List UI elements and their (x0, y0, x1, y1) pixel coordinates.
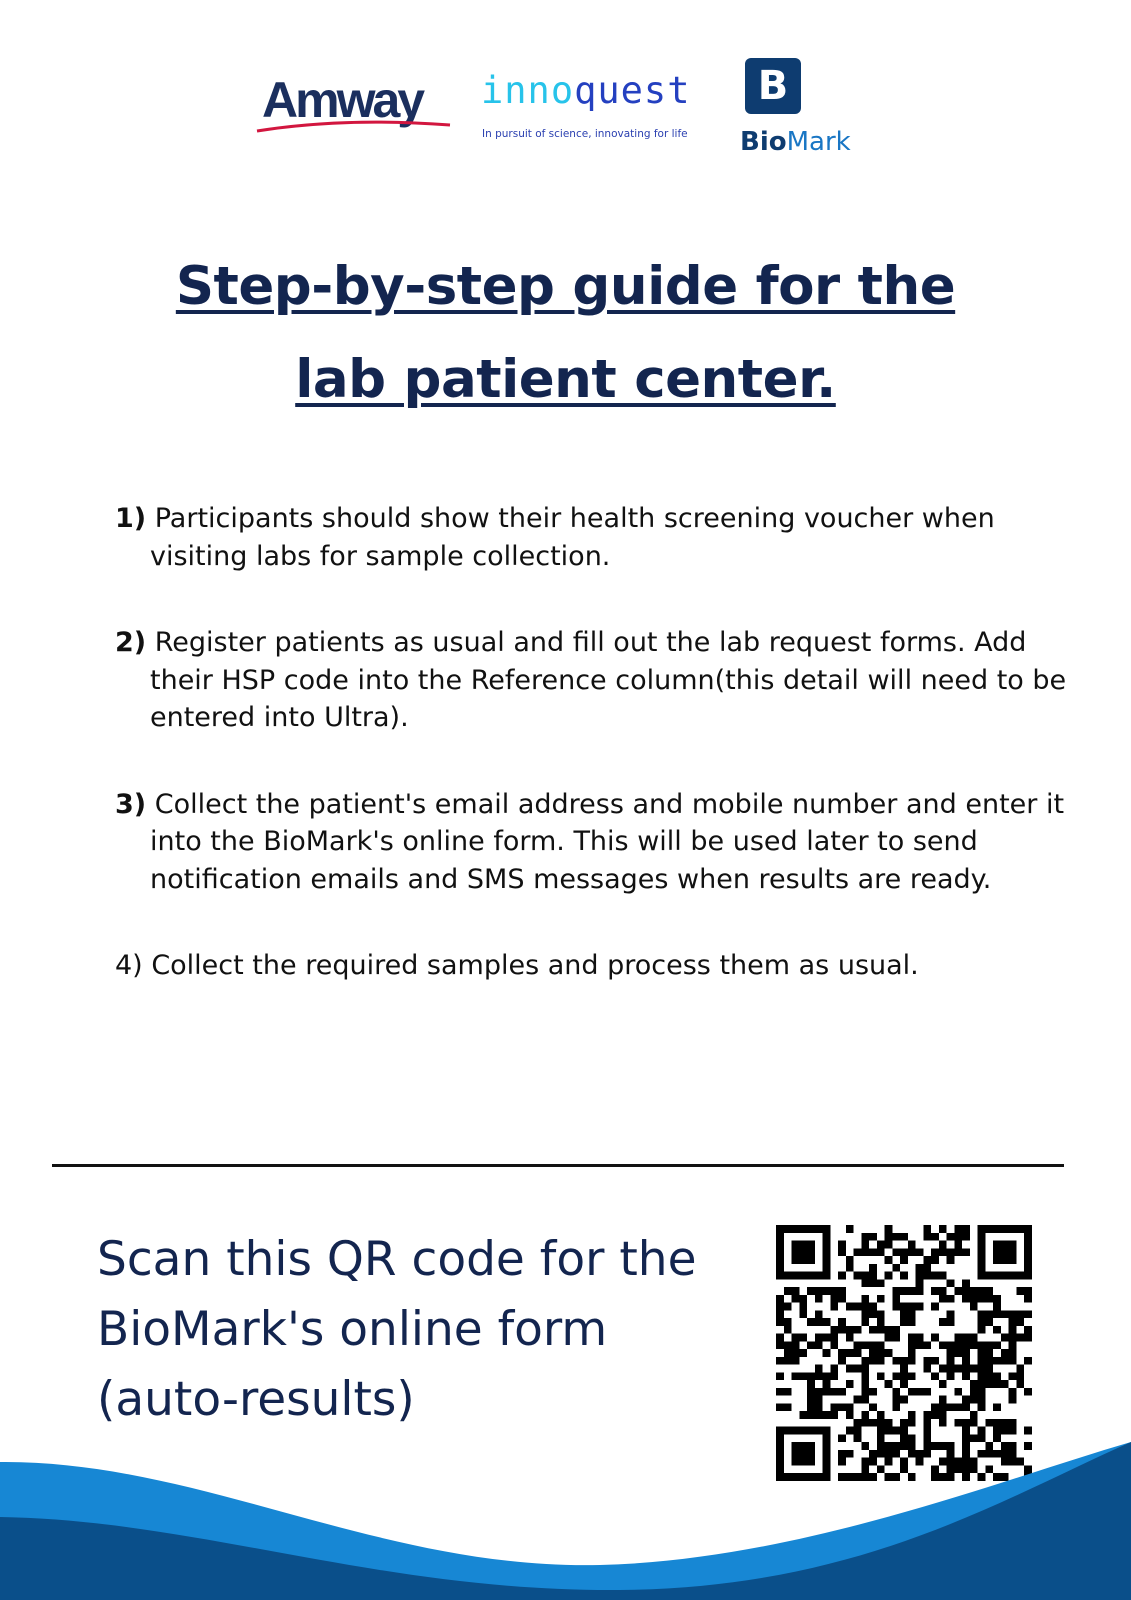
step-text: Collect the required samples and process them as usual. (151, 950, 919, 981)
biomark-logo-bold: Bio (740, 127, 787, 157)
amway-logo: Amway (262, 72, 423, 128)
step-text: Collect the patient's email address and mobile number and enter it into the BioMark's online form. This will be used later to send notification emails and SMS messages when results are ready. (150, 788, 1065, 895)
title-line-1: Step-by-step guide for the (175, 256, 956, 317)
step-number: 2) (115, 627, 147, 658)
step-item (115, 624, 1075, 737)
innoquest-logo (481, 69, 691, 112)
divider (52, 1164, 1064, 1167)
step-text: Participants should show their health screening voucher when visiting labs for sample collection. (150, 503, 995, 572)
amway-swoosh-icon (255, 115, 455, 135)
innoquest-tagline: In pursuit of science, innovating for life (482, 128, 688, 140)
biomark-logo-light: Mark (786, 127, 851, 157)
decorative-wave (0, 1380, 1131, 1600)
step-number: 3) (115, 788, 147, 820)
step-item (115, 500, 1075, 575)
step-item (115, 786, 1075, 899)
step-number: 4) (115, 950, 143, 981)
innoquest-logo-part2: quest (574, 69, 691, 112)
scan-instruction: Scan this QR code for the BioMark's online form (auto-results) (97, 1232, 697, 1427)
step-number: 1) (115, 503, 147, 534)
logo-bar (0, 55, 1131, 175)
step-text: Register patients as usual and fill out the lab request forms. Add their HSP code into the Reference column(this detail will need to be entered into Ultra). (150, 627, 1067, 733)
innoquest-logo-part1: inno (481, 69, 575, 112)
biomark-icon: B (745, 58, 801, 114)
page-title (0, 240, 1131, 426)
biomark-logo (740, 127, 851, 157)
step-item (115, 947, 1075, 985)
title-line-2: lab patient center. (295, 349, 836, 410)
steps-list (115, 500, 1075, 1034)
